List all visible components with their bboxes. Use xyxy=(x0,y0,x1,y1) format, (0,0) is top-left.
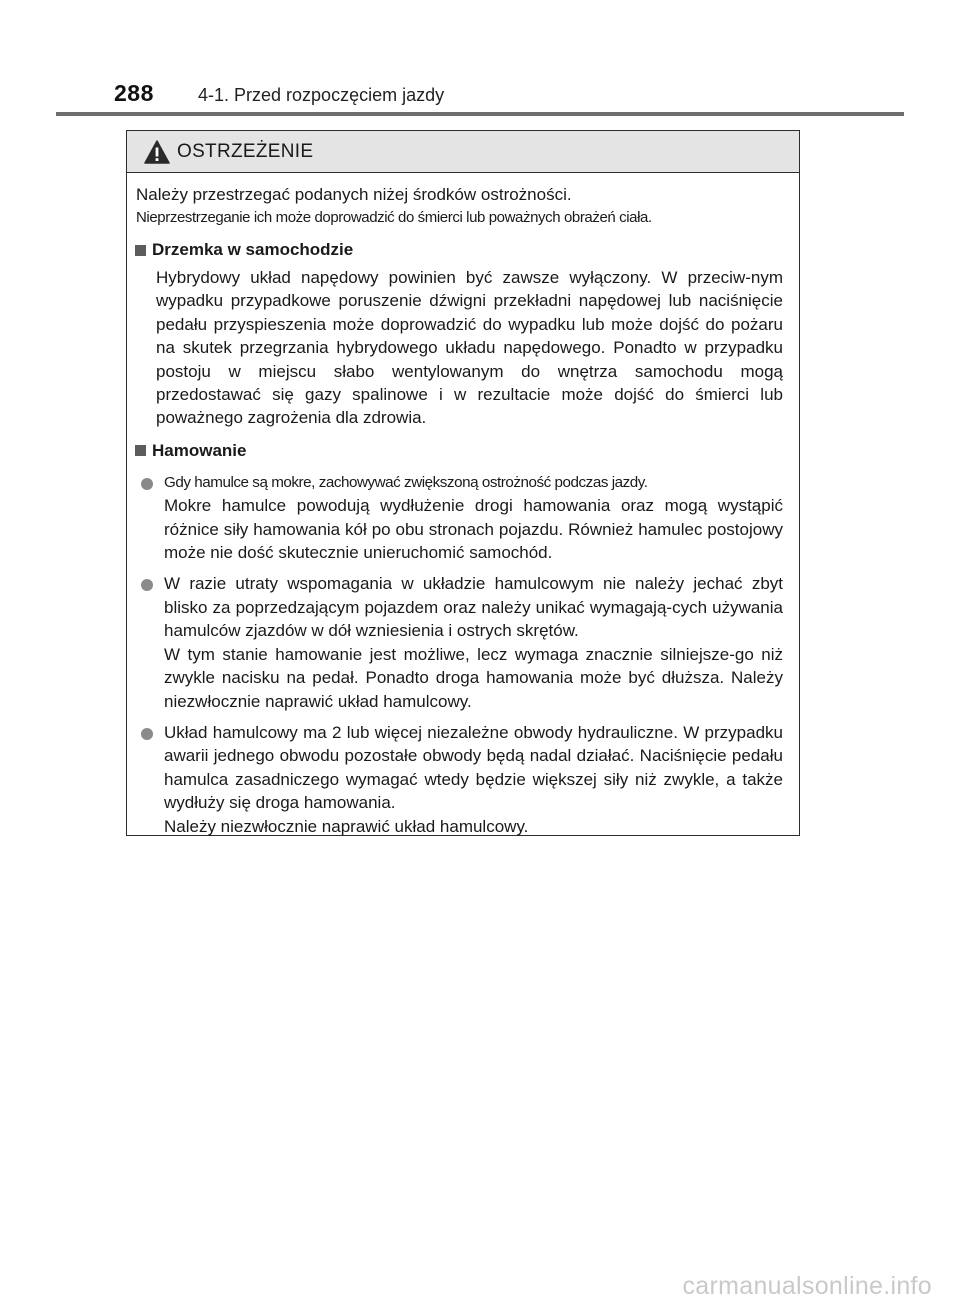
watermark: carmanualsonline.info xyxy=(682,1272,932,1300)
round-bullet-icon xyxy=(141,579,153,591)
round-bullet-icon xyxy=(141,478,153,490)
section-heading-text: Drzemka w samochodzie xyxy=(152,240,354,259)
bullet-text xyxy=(164,471,783,565)
square-bullet-icon xyxy=(135,245,146,256)
warning-triangle-icon xyxy=(144,140,170,164)
bullet-body-continued: Należy niezwłocznie naprawić układ hamulcowy. xyxy=(164,816,529,836)
bullet-text xyxy=(164,572,783,712)
section-braking xyxy=(135,439,783,838)
bullet-item xyxy=(141,572,783,712)
page-number: 288 xyxy=(114,80,154,106)
warning-body xyxy=(127,173,799,838)
round-bullet-icon xyxy=(141,728,153,740)
square-bullet-icon xyxy=(135,445,146,456)
section-paragraph: Hybrydowy układ napędowy powinien być zawsze wyłączony. W przeciw-nym wypadku przypadkowe poruszenie dźwigni przekładni napędowej lub naciśnięcie pedału przyspieszenia może doprowadzić do wypadku lub może dojść do pożaru na skutek przegrzania hybrydowego układu napędowego. Ponadto w przypadku postoju w miejscu słabo wentylowanym do wnętrza samochodu mogą przedostawać się gazy spalinowe i w rezultacie może dojść do śmierci lub poważnego zagrożenia dla zdrowia. xyxy=(156,268,783,428)
bullet-body: Układ hamulcowy ma 2 lub więcej niezależne obwody hydrauliczne. W przypadku awarii jednego obwodu pozostałe obwody będą nadal działać. Naciśnięcie pedału hamulca zasadniczego wymagać wtedy będzie większej siły niż zwykle, a także wydłuży się droga hamowania. xyxy=(164,722,783,813)
warning-intro-consequence: Nieprzestrzeganie ich może doprowadzić do śmierci lub poważnych obrażeń ciała. xyxy=(136,209,652,226)
warning-header xyxy=(127,131,799,173)
bullet-item xyxy=(141,721,783,838)
bullet-text xyxy=(164,721,783,838)
warning-title: OSTRZEŻENIE xyxy=(177,141,314,162)
warning-box xyxy=(126,130,800,836)
warning-intro: Należy przestrzegać podanych niżej środków ostrożności. xyxy=(136,185,572,204)
section-nap-in-car xyxy=(135,238,783,430)
section-title: 4-1. Przed rozpoczęciem jazdy xyxy=(198,85,445,105)
bullet-item xyxy=(141,471,783,565)
section-heading-text: Hamowanie xyxy=(152,440,247,460)
header-divider xyxy=(56,112,904,116)
bullet-body-continued: W tym stanie hamowanie jest możliwe, lecz wymaga znacznie silniejsze-go niż zwykle nacisku na pedał. Ponadto droga hamowania może być dłuższa. Należy niezwłocznie naprawić układ hamulcowy. xyxy=(164,644,783,711)
page-header xyxy=(0,0,960,118)
bullet-lead: Gdy hamulce są mokre, zachowywać zwiększoną ostrożność podczas jazdy. xyxy=(164,473,648,491)
section-heading xyxy=(135,238,783,262)
section-heading xyxy=(135,439,783,463)
bullet-body: W razie utraty wspomagania w układzie hamulcowym nie należy jechać zbyt blisko za poprzedzającym pojazdem oraz należy unikać wymagają-cych używania hamulców zjazdów w dół wzniesienia i ostrych skrętów. xyxy=(164,574,783,641)
bullet-body: Mokre hamulce powodują wydłużenie drogi hamowania oraz mogą wystąpić różnice siły hamowania kół po obu stronach pojazdu. Również hamulec postojowy może nie dość skutecznie unieruchomić samochód. xyxy=(164,496,783,563)
